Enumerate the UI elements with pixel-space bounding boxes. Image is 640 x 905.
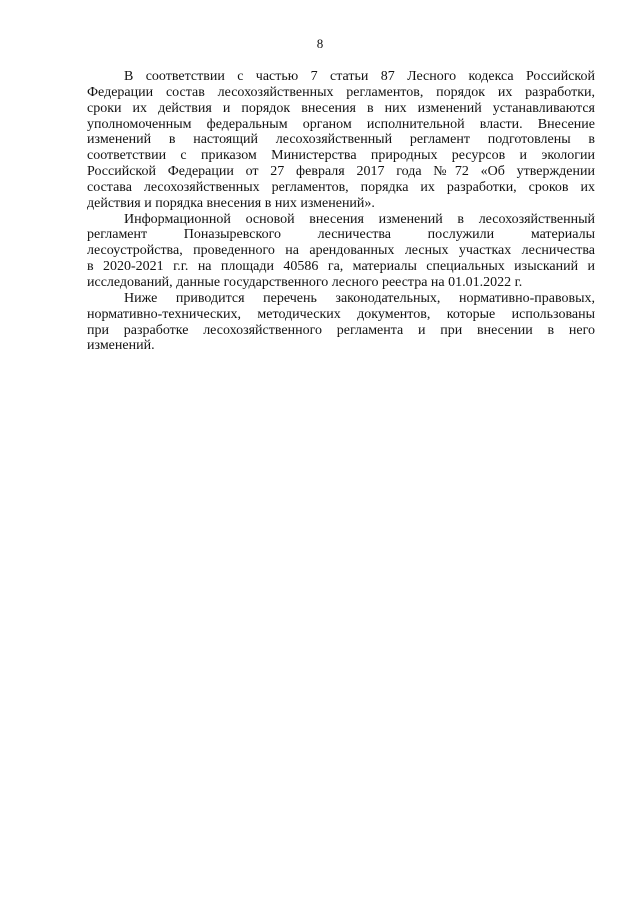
paragraph-line: при разработке лесохозяйственного регламента и при внесении в него bbox=[87, 322, 595, 338]
paragraph-line: Федерации состав лесохозяйственных регламентов, порядок их разработки, bbox=[87, 84, 595, 100]
paragraph-line: регламент Поназыревского лесничества послужили материалы bbox=[87, 227, 595, 243]
paragraph-document-list-intro bbox=[87, 291, 595, 354]
paragraph-line: соответствии с приказом Министерства природных ресурсов и экологии bbox=[87, 148, 595, 164]
paragraph-line: уполномоченным федеральным органом исполнительной власти. Внесение bbox=[87, 116, 595, 132]
paragraph-regulation-basis bbox=[87, 69, 595, 212]
paragraph-information-basis bbox=[87, 212, 595, 291]
document-body bbox=[87, 69, 595, 354]
paragraph-line: в 2020-2021 г.г. на площади 40586 га, материалы специальных изысканий и bbox=[87, 259, 595, 275]
paragraph-line: исследований, данные государственного лесного реестра на 01.01.2022 г. bbox=[87, 274, 523, 290]
paragraph-line: В соответствии с частью 7 статьи 87 Лесного кодекса Российской bbox=[124, 69, 595, 84]
page-number: 8 bbox=[316, 36, 324, 51]
paragraph-line: лесоустройства, проведенного на арендованных лесных участках лесничества bbox=[87, 243, 595, 259]
paragraph-line: Ниже приводится перечень законодательных, нормативно-правовых, bbox=[124, 290, 595, 306]
paragraph-line: сроки их действия и порядок внесения в них изменений устанавливаются bbox=[87, 100, 595, 116]
paragraph-line: Информационной основой внесения изменений в лесохозяйственный bbox=[124, 211, 595, 227]
paragraph-line: изменений. bbox=[87, 338, 155, 354]
paragraph-line: действия и порядка внесения в них изменений». bbox=[87, 195, 375, 211]
paragraph-line: изменений в настоящий лесохозяйственный регламент подготовлены в bbox=[87, 132, 595, 148]
paragraph-line: Российской Федерации от 27 февраля 2017 года №72 «Об утверждении bbox=[87, 164, 595, 180]
paragraph-line: состава лесохозяйственных регламентов, порядка их разработки, сроков их bbox=[87, 179, 595, 195]
paragraph-line: нормативно-технических, методических документов, которые использованы bbox=[87, 306, 595, 322]
